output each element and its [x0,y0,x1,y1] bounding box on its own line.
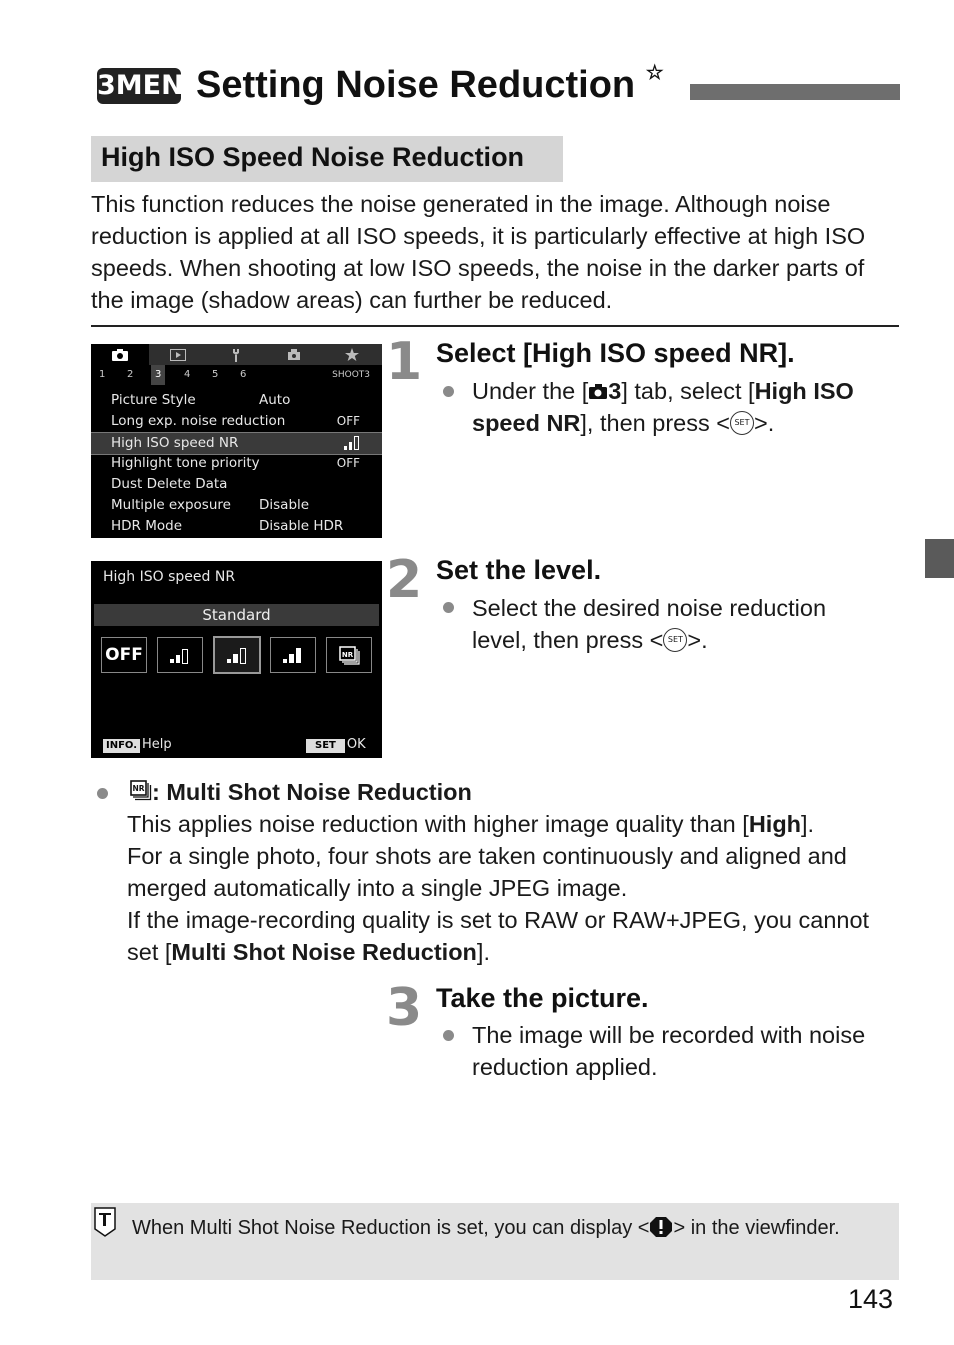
menu-badge-number: 3 [97,70,116,101]
step-title: Set the level. [436,555,602,585]
text-part: > in the viewfinder. [673,1217,840,1239]
note-box [91,1203,899,1280]
section-heading-text: High ISO Speed Noise Reduction [101,142,525,172]
intro-paragraph: This function reduces the noise generated in the image. Although noise reduction is applied at all ISO speeds, it is particularly effective at high ISO speeds. When shooting at low ISO speeds, the noise in the darker parts of the image (shadow areas) can further be reduced. [91,191,866,313]
page-title-text: Setting Noise Reduction [196,64,636,106]
menu-item-ref: High ISO speed NR [472,378,854,436]
subtab-2: 2 [127,369,134,380]
level-off-button[interactable] [101,637,147,673]
multi-shot-body [127,808,902,968]
text-part: Under the [ [472,378,589,404]
level-high-button[interactable] [270,637,316,673]
bullet-icon [443,1030,454,1041]
menu-row [91,390,382,411]
text-part: ]. [476,939,490,965]
step-title: Select [High ISO speed NR]. [436,338,795,368]
menu-row-label: Multiple exposure [111,497,231,513]
menu-row-label: Dust Delete Data [111,476,228,492]
wrench-icon [207,344,265,365]
level-low-button[interactable] [157,637,203,673]
text-part: This applies noise reduction with higher image quality than [ [127,811,749,837]
menu-row-value: OFF [336,414,360,428]
set-button-icon: SET [663,628,687,652]
menu-row-value: OFF [336,456,360,470]
step-text: The image will be recorded with noise reduction applied. [472,1022,866,1080]
help-label: Help [142,737,172,752]
subtab-3: 3 [151,365,165,385]
menu-row-label: Picture Style [111,392,196,408]
text-bold: Multi Shot Noise Reduction [171,939,477,965]
multi-shot-heading [130,776,650,808]
menu-tab-bar [91,344,382,365]
nr-level-icon [344,436,360,450]
menu-row-label: Highlight tone priority [111,455,260,471]
level-off-label: OFF [105,645,143,665]
menu-row [91,516,382,537]
menu-row [91,495,382,516]
play-icon [149,344,207,365]
text-part: When Multi Shot Noise Reduction is set, you can display < [132,1217,650,1239]
set-chip: SET [306,739,345,753]
multi-shot-title: : Multi Shot Noise Reduction [152,779,472,805]
divider [91,325,899,327]
text-part: >. [687,627,708,653]
text-part: If the image-recording quality is set to RAW or RAW+JPEG, you cannot set [ [127,907,870,965]
subtab-1: 1 [99,369,106,380]
bullet-icon [443,386,454,397]
section-heading [91,136,563,182]
subtab-5: 5 [212,369,219,380]
step-number: 1 [386,332,423,392]
menu-row-value: Auto [259,392,291,408]
step-text [472,375,902,439]
step-number: 3 [386,978,423,1038]
text-part: ]. [801,811,815,837]
text-bold: High [748,811,802,837]
level-multishot-button[interactable] [326,637,372,673]
text-part: ], then press < [580,410,730,436]
set-button-icon: SET [730,411,754,435]
title-decor-bar [690,84,900,100]
menu-subtabs [91,365,382,385]
svg-text:NR: NR [341,651,354,659]
custom-icon [265,344,323,365]
help-hint [103,737,172,753]
camera-icon [588,375,608,407]
menu-row-label: HDR Mode [111,518,183,534]
menu-row-label: Long exp. noise reduction [111,413,286,429]
step-number: 2 [386,550,423,610]
menu-row-label: High ISO speed NR [111,435,239,451]
chapter-edge-tab [925,539,954,578]
info-chip: INFO. [103,739,140,753]
memo-icon [94,1207,116,1237]
level-high-icon [271,638,315,672]
star-tab-icon [323,344,381,365]
multi-shot-nr-icon [130,780,152,802]
text-part: >. [753,410,775,436]
nr-level-screen [91,561,382,758]
tab-number: 3 [608,378,622,404]
screen-title: High ISO speed NR [103,569,236,585]
level-standard-button[interactable] [213,636,261,674]
multi-shot-nr-icon [327,638,371,672]
warning-icon [649,1216,673,1238]
svg-text:NR: NR [132,783,145,793]
page-number: 143 [848,1284,894,1314]
menu-screen [91,344,382,538]
step-text [472,592,882,656]
menu-row-selected [91,432,382,455]
bullet-icon [443,602,454,613]
current-level-label: Standard [94,604,379,626]
bullet-icon [97,788,108,799]
subtab-4: 4 [184,369,191,380]
menu-tab-badge [97,68,206,104]
note-text [132,1214,872,1243]
subtab-label: SHOOT3 [332,370,370,380]
ok-hint [306,737,366,753]
menu-row-value: Disable HDR [259,518,344,534]
paragraph [127,904,902,968]
menu-badge-text: MENU [115,70,206,101]
subtab-6: 6 [240,369,247,380]
menu-row [91,453,382,474]
menu-row [91,474,382,495]
menu-row [91,411,382,432]
page-title [196,64,664,107]
text-part: ] tab, select [ [621,378,755,404]
menu-row-value: Disable [259,497,310,513]
level-low-icon [158,638,202,672]
star-icon: ☆ [645,62,664,84]
step-title: Take the picture. [436,983,649,1013]
text-part: Select the desired noise reduction level, then press < [472,595,827,653]
paragraph [127,808,902,840]
level-standard-icon [215,638,259,672]
paragraph: For a single photo, four shots are taken continuously and aligned and merged automatically into a single JPEG image. [127,843,847,901]
camera-icon [91,344,149,365]
ok-label: OK [346,737,366,752]
